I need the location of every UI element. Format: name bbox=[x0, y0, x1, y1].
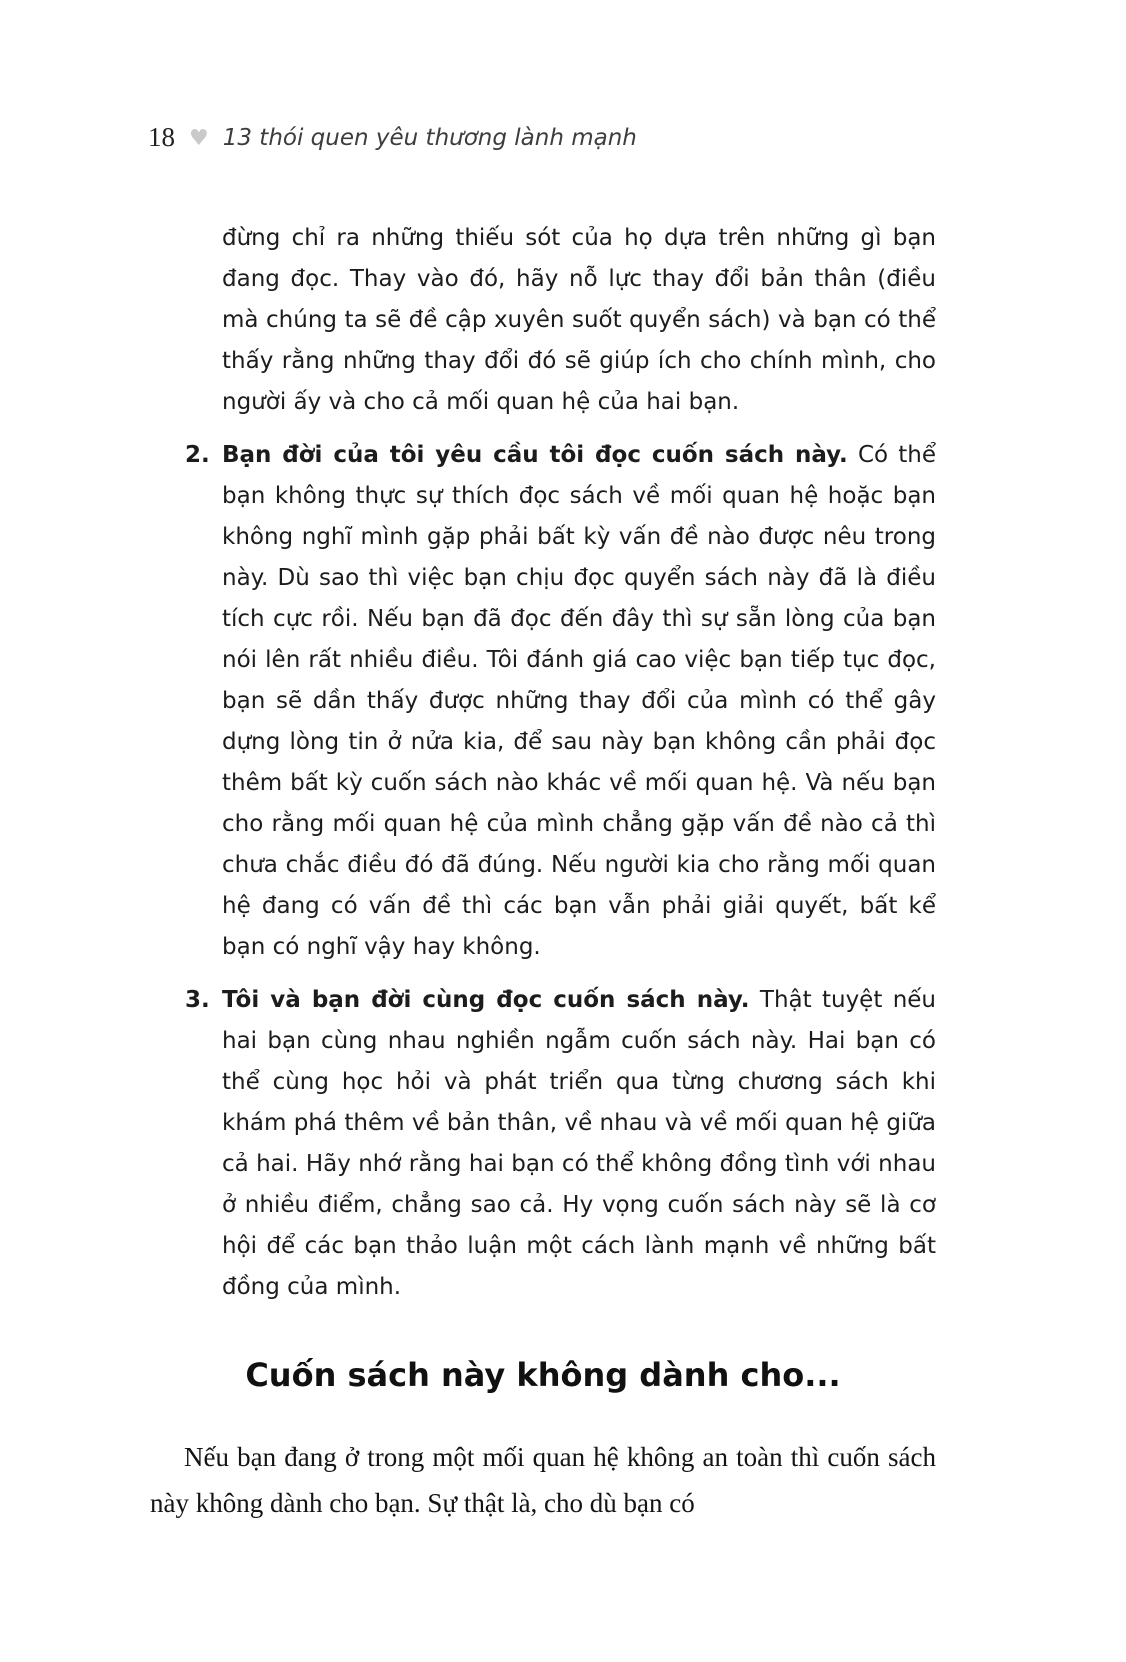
list-item-2-text: Có thể bạn không thực sự thích đọc sách về mối quan hệ hoặc bạn không nghĩ mình gặp phải bất kỳ vấn đề nào được nêu trong này. Dù sao thì việc bạn chịu đọc quyển sách này đã là điều tích cực rồi. Nếu bạn đã đọc đến đây thì sự sẵn lòng của bạn nói lên rất nhiều điều. Tôi đánh giá cao việc bạn tiếp tục đọc, bạn sẽ dần thấy được những thay đổi của mình có thể gây dựng lòng tin ở nửa kia, để sau này bạn không cần phải đọc thêm bất kỳ cuốn sách nào khác về mối quan hệ. Và nếu bạn cho rằng mối quan hệ của mình chẳng gặp vấn đề nào cả thì chưa chắc điều đó đã đúng. Nếu người kia cho rằng mối quan hệ đang có vấn đề thì các bạn vẫn phải giải quyết, bất kể bạn có nghĩ vậy hay không. bbox=[222, 442, 937, 960]
running-book-title: 13 thói quen yêu thương lành mạnh bbox=[222, 124, 637, 151]
section-heading: Cuốn sách này không dành cho... bbox=[245, 1356, 841, 1394]
page-header bbox=[148, 122, 637, 153]
intro-paragraph: đừng chỉ ra những thiếu sót của họ dựa trên những gì bạn đang đọc. Thay vào đó, hãy nỗ lực thay đổi bản thân (điều mà chúng ta sẽ đề cập xuyên suốt quyển sách) và bạn có thể thấy rằng những thay đổi đó sẽ giúp ích cho chính mình, cho người ấy và cho cả mối quan hệ của hai bạn. bbox=[222, 225, 936, 415]
closing-paragraph: Nếu bạn đang ở trong một mối quan hệ không an toàn thì cuốn sách này không dành cho bạn. Sự thật là, cho dù bạn có bbox=[150, 1442, 936, 1518]
text-column bbox=[150, 218, 936, 1526]
list-item-3-text: Thật tuyệt nếu hai bạn cùng nhau nghiền ngẫm cuốn sách này. Hai bạn có thể cùng học hỏi và phát triển qua từng chương sách khi khám phá thêm về bản thân, về nhau và về mối quan hệ giữa cả hai. Hãy nhớ rằng hai bạn có thể không đồng tình với nhau ở nhiều điểm, chẳng sao cả. Hy vọng cuốn sách này sẽ là cơ hội để các bạn thảo luận một cách lành mạnh về những bất đồng của mình. bbox=[222, 987, 937, 1300]
list-item-2-paragraph bbox=[222, 435, 936, 968]
list-item-3-lead: Tôi và bạn đời cùng đọc cuốn sách này. bbox=[222, 987, 750, 1013]
list-item-2-lead: Bạn đời của tôi yêu cầu tôi đọc cuốn sách này. bbox=[222, 442, 848, 468]
heart-icon: ♥ bbox=[189, 125, 209, 151]
list-item-2-number: 2. bbox=[185, 442, 210, 468]
list-item-2 bbox=[150, 435, 936, 968]
list-item-3-number: 3. bbox=[185, 987, 210, 1013]
page-number: 18 bbox=[148, 122, 175, 152]
list-item-3-paragraph bbox=[222, 980, 936, 1308]
list-item-3 bbox=[150, 980, 936, 1308]
